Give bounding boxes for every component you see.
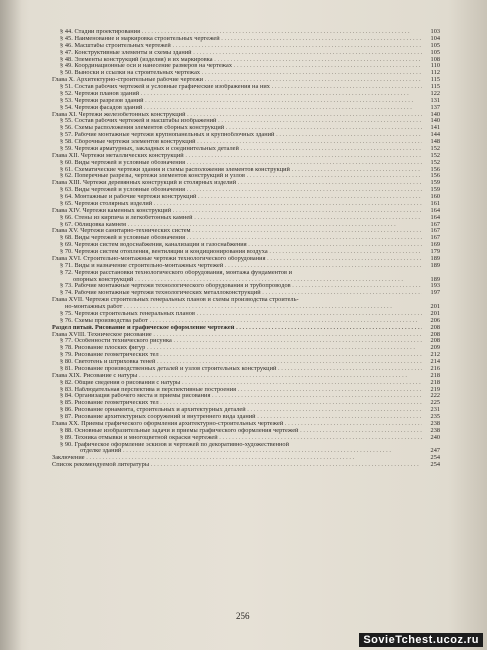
toc-entry (52, 118, 440, 125)
toc-entry-page: 167 (430, 220, 440, 228)
toc-entry-title: § 67. Облицовка камнем . . . (60, 222, 422, 229)
toc-entry-title: § 77. Особенности технического рисунка . . . (60, 338, 422, 345)
toc-entry-page: 212 (430, 351, 440, 359)
toc-entry-title: § 65. Чертежи столярных изделий . . . (60, 201, 422, 208)
toc-entry-title: § 82. Общие сведения о рисовании с натуры . . . (60, 380, 422, 387)
toc-entry-title: § 69. Чертежи систем водоснабжения, канализации и газоснабжения . . . (60, 242, 422, 249)
toc-entry (52, 153, 440, 160)
toc-entry-page: 189 (430, 261, 440, 269)
toc-entry-title: § 70. Чертежи систем отопления, вентиляции и кондиционирования воздуха . . . (60, 249, 422, 256)
toc-entry-title: § 80. Светотень и штриховка теней . . . (60, 359, 422, 366)
toc-entry-title: § 84. Организация рабочего места и приемы рисования . . . (60, 393, 422, 400)
toc-entry-page: 103 (430, 28, 440, 35)
toc-entry (52, 222, 440, 229)
toc-entry-title: § 81. Рисование производственных деталей и узлов строительных конструкций . . . (60, 366, 422, 373)
toc-entry (52, 84, 440, 91)
toc-entry (52, 201, 440, 208)
toc-entry-page: 218 (430, 378, 440, 386)
toc-entry-title: Заключение . . . (52, 455, 422, 462)
toc-entry (52, 290, 440, 297)
toc-entry-title: § 55. Состав рабочих чертежей и масштабы изображений . . . (60, 118, 422, 125)
toc-entry-page: 231 (430, 406, 440, 414)
toc-entry (52, 139, 440, 146)
toc-entry-page: 189 (430, 275, 440, 283)
toc-entry-title: § 62. Поперечные разрезы, чертежи элементов конструкций и узлов . . . (60, 173, 422, 180)
toc-entry (52, 98, 440, 105)
toc-entry (52, 132, 440, 139)
toc-entry-title: § 63. Виды чертежей и условные обозначения . . . (60, 187, 422, 194)
toc-entry-title: § 49. Координационные оси и нанесение размеров на чертежах . . . (60, 63, 422, 70)
toc-entry-page: 144 (430, 131, 440, 139)
toc-entry-page: 161 (430, 199, 440, 207)
toc-entry-page: 240 (430, 433, 440, 441)
toc-entry-page: 112 (430, 69, 440, 77)
toc-entry (52, 283, 440, 290)
toc-entry-title: § 58. Сборочные чертежи элементов конструкций . . . (60, 139, 422, 146)
toc-entry-page: 131 (430, 96, 440, 104)
toc-entry-page: 218 (430, 371, 440, 379)
toc-entry (52, 297, 440, 304)
toc-entry (52, 421, 440, 428)
toc-entry-title: Глава XVII. Чертежи строительных генеральных планов и схемы производства строитель- (52, 297, 299, 304)
toc-entry-title: § 85. Рисование геометрических тел . . . (60, 400, 422, 407)
toc-entry-title: § 54. Чертежи фасадов зданий . . . (60, 105, 422, 112)
toc-entry-title: § 52. Чертежи планов зданий . . . (60, 91, 422, 98)
toc-entry-page: 214 (430, 358, 440, 365)
toc-entry-page: 238 (430, 426, 440, 434)
toc-entry (52, 304, 440, 311)
toc-entry-title: § 83. Наблюдательная перспектива и перспективные построения . . . (60, 387, 422, 394)
toc-entry-page: 208 (430, 323, 440, 331)
toc-entry-title: Глава XI. Чертежи железобетонных конструкций . . . (52, 112, 422, 119)
toc-entry-page: 216 (430, 364, 440, 372)
toc-entry (52, 263, 440, 270)
toc-entry-page: 197 (430, 289, 440, 297)
toc-entry-page: 254 (430, 454, 440, 462)
toc-entry-title: § 47. Конструктивные элементы и схемы зданий . . . (60, 50, 422, 57)
toc-entry (52, 50, 440, 57)
toc-entry-title: Глава XX. Приемы графического оформления архитектурно-строительных чертежей . . . (52, 421, 422, 428)
toc-entry-page: 159 (430, 179, 440, 187)
toc-entry-page: 164 (430, 206, 440, 214)
toc-entry-title: § 79. Рисование геометрических тел . . . (60, 352, 422, 359)
toc-entry (52, 173, 440, 180)
toc-entry-page: 179 (430, 248, 440, 255)
toc-entry (52, 407, 440, 414)
toc-entry-page: 148 (430, 138, 440, 145)
toc-entry-title: § 68. Виды чертежей и условные обозначения . . . (60, 235, 422, 242)
toc-entry-title: § 48. Элементы конструкций (изделия) и их маркировка . . . (60, 57, 422, 64)
toc-entry-page: 152 (430, 151, 440, 159)
toc-entry (52, 43, 440, 50)
toc-entry (52, 167, 440, 174)
toc-entry-title: § 86. Рисование орнамента, строительных и архитектурных деталей . . . (60, 407, 422, 414)
toc-entry-title: § 71. Виды и назначение строительно-монтажных чертежей . . . (60, 263, 422, 270)
toc-entry-title: § 78. Рисование плоских фигур . . . (60, 345, 422, 352)
toc-entry-page: 235 (430, 413, 440, 420)
toc-entry-title: § 45. Наименование и маркировка строительных чертежей . . . (60, 36, 422, 43)
toc-entry (52, 442, 440, 449)
toc-entry (52, 70, 440, 77)
toc-entry (52, 428, 440, 435)
toc-entry (52, 387, 440, 394)
toc-entry-title: § 87. Рисование архитектурных сооружений и внутреннего вида зданий . . . (60, 414, 422, 421)
toc-entry-title: § 51. Состав рабочих чертежей и условные графические изображения на них . . . (60, 84, 422, 91)
toc-entry-title: Глава XVI. Строительно-монтажные чертежи технологического оборудования . . . (52, 256, 422, 263)
toc-entry (52, 455, 440, 462)
toc-entry-title: § 56. Схемы расположения элементов сборных конструкций . . . (60, 125, 422, 132)
toc-entry (52, 448, 440, 455)
page-number: 256 (236, 611, 250, 621)
toc-entry-page: 152 (430, 158, 440, 166)
toc-entry-page: 189 (430, 254, 440, 262)
toc-entry (52, 345, 440, 352)
toc-entry-page: 105 (430, 41, 440, 49)
toc-entry (52, 57, 440, 64)
toc-entry-title: Раздел пятый. Рисование и графическое оформление чертежей . . . (52, 325, 422, 332)
toc-entry-title: Глава XIII. Чертежи деревянных конструкций и столярных изделий . . . (52, 180, 422, 187)
toc-entry (52, 228, 440, 235)
toc-entry (52, 311, 440, 318)
toc-entry (52, 318, 440, 325)
toc-entry (52, 270, 440, 277)
toc-entry (52, 249, 440, 256)
page-spine-shadow (0, 0, 22, 650)
toc-entry (52, 332, 440, 339)
toc-entry-page: 254 (430, 461, 440, 469)
toc-entry-title: отделке зданий . . . (80, 448, 422, 455)
toc-entry-title: § 88. Основные изобразительные задачи и приемы графического оформления чертежей . . . (60, 428, 422, 435)
toc-entry-page: 140 (430, 110, 440, 118)
toc-entry-page: 209 (430, 344, 440, 352)
toc-entry-page: 159 (430, 186, 440, 194)
toc-entry (52, 462, 440, 469)
toc-entry-page: 206 (430, 316, 440, 324)
toc-entry-page: 115 (430, 83, 440, 90)
toc-entry (52, 63, 440, 70)
toc-entry-page: 141 (430, 124, 440, 132)
toc-entry (52, 29, 440, 36)
toc-entry (52, 91, 440, 98)
toc-entry-title: § 76. Схемы производства работ . . . (60, 318, 422, 325)
toc-entry (52, 414, 440, 421)
toc-entry (52, 256, 440, 263)
toc-entry-page: 169 (430, 241, 440, 249)
toc-entry-title: § 44. Стадии проектирования . . . (60, 29, 422, 36)
toc-entry-page: 193 (430, 282, 440, 290)
toc-entry (52, 400, 440, 407)
toc-entry (52, 277, 440, 284)
toc-entry-title: § 64. Монтажные и рабочие чертежи конструкций . . . (60, 194, 422, 201)
toc-entry-page: 152 (430, 144, 440, 152)
toc-entry (52, 125, 440, 132)
toc-entry-title: Глава XII. Чертежи металлических конструкций . . . (52, 153, 422, 160)
toc-entry (52, 373, 440, 380)
toc-entry (52, 242, 440, 249)
toc-entry (52, 215, 440, 222)
toc-entry-page: 201 (430, 309, 440, 317)
toc-entry-title: § 61. Схематические чертежи здания и схемы расположения элементов конструкций . . . (60, 167, 422, 174)
toc-entry-page: 122 (430, 89, 440, 97)
toc-entry (52, 359, 440, 366)
toc-entry-page: 208 (430, 330, 440, 338)
toc-entry (52, 187, 440, 194)
toc-entry-title: § 90. Графическое оформление эскизов и чертежей по декоративно-художественной (60, 441, 290, 448)
toc-entry (52, 208, 440, 215)
toc-entry (52, 338, 440, 345)
toc-entry-title: § 66. Стены из кирпича и легкобетонных камней . . . (60, 215, 422, 222)
toc-entry-page: 115 (430, 76, 440, 84)
toc-entry-title: § 53. Чертежи разрезов зданий . . . (60, 98, 422, 105)
toc-entry-page: 140 (430, 117, 440, 125)
toc-entry (52, 366, 440, 373)
toc-entry-title: § 60. Виды чертежей и условные обозначения . . . (60, 160, 422, 167)
toc-entry-page: 110 (430, 62, 440, 70)
toc-entry-page: 201 (430, 303, 440, 310)
toc-entry-title: Глава X. Архитектурно-строительные рабочие чертежи . . . (52, 77, 422, 84)
toc-entry-title: § 72. Чертежи расстановки технологического оборудования, монтажа фундаментов и (60, 269, 293, 276)
toc-entry-title: § 74. Рабочие монтажные чертежи технологических металлоконструкций . . . (60, 290, 422, 297)
table-of-contents (52, 29, 440, 469)
toc-entry-page: 104 (430, 34, 440, 42)
toc-entry-title: § 57. Рабочие монтажные чертежи крупнопанельных и крупноблочных зданий . . . (60, 132, 422, 139)
toc-entry (52, 36, 440, 43)
toc-entry-page: 225 (430, 399, 440, 407)
toc-entry (52, 180, 440, 187)
toc-entry-title: Список рекомендуемой литературы . . . (52, 462, 422, 469)
toc-entry-page: 160 (430, 193, 440, 200)
toc-entry-title: но-монтажных работ . . . (65, 304, 422, 311)
toc-entry (52, 325, 440, 332)
toc-entry (52, 352, 440, 359)
site-watermark: SovieTchest.ucoz.ru (359, 633, 483, 647)
toc-entry-page: 219 (430, 385, 440, 393)
toc-entry-page: 108 (430, 55, 440, 63)
toc-entry-title: § 75. Чертежи строительных генеральных планов . . . (60, 311, 422, 318)
toc-entry-page: 238 (430, 419, 440, 427)
toc-entry-title: § 73. Рабочие монтажные чертежи технологического оборудования и трубопроводов . . . (60, 283, 422, 290)
toc-entry (52, 146, 440, 153)
toc-entry-page: 247 (430, 447, 440, 455)
toc-entry-title: Глава XIX. Рисование с натуры . . . (52, 373, 422, 380)
toc-entry (52, 380, 440, 387)
toc-entry-page: 222 (430, 392, 440, 400)
toc-entry-page: 167 (430, 234, 440, 242)
toc-entry-page: 137 (430, 103, 440, 111)
toc-entry (52, 112, 440, 119)
toc-entry-title: Глава XIV. Чертежи каменных конструкций . . . (52, 208, 422, 215)
toc-entry-page: 105 (430, 48, 440, 56)
toc-entry-title: опорных конструкций . . . (73, 277, 422, 284)
toc-entry-page: 156 (430, 165, 440, 173)
toc-entry-page: 164 (430, 213, 440, 221)
toc-entry (52, 435, 440, 442)
toc-entry-title: § 89. Техника отмывки и многоцветной окраски чертежей . . . (60, 435, 422, 442)
toc-entry (52, 194, 440, 201)
toc-entry-page: 167 (430, 227, 440, 235)
toc-entry (52, 160, 440, 167)
toc-entry-page: 156 (430, 172, 440, 180)
toc-entry-title: § 59. Чертежи арматурных, закладных и соединительных деталей . . . (60, 146, 422, 153)
toc-entry-page: 208 (430, 337, 440, 345)
toc-entry (52, 235, 440, 242)
toc-entry-title: § 50. Выноски и ссылки на строительных чертежах . . . (60, 70, 422, 77)
toc-entry-title: Глава XVIII. Техническое рисование . . . (52, 332, 422, 339)
toc-entry-title: Глава XV. Чертежи санитарно-технических систем . . . (52, 228, 422, 235)
toc-entry (52, 105, 440, 112)
toc-entry (52, 393, 440, 400)
toc-entry (52, 77, 440, 84)
toc-entry-title: § 46. Масштабы строительных чертежей . . . (60, 43, 422, 50)
